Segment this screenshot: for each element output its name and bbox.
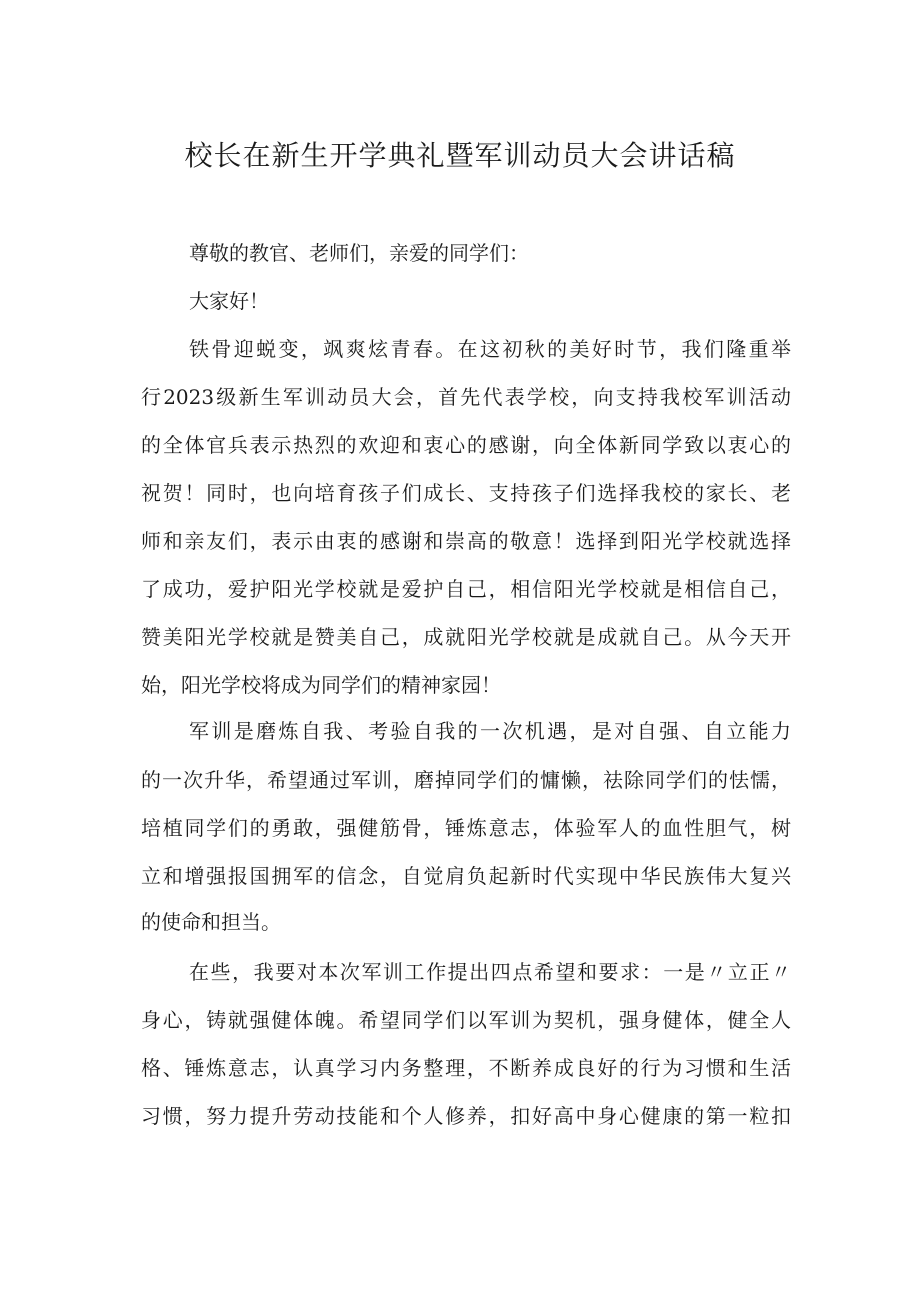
paragraph-2-line-5: 的使命和担当。 [141,910,281,934]
paragraph-1-line-3: 的全体官兵表示热烈的欢迎和衷心的感谢，向全体新同学致以衷心的 [141,433,791,457]
greeting: 大家好！ [189,289,269,313]
paragraph-2-line-1: 军训是磨炼自我、考验自我的一次机遇，是对自强、自立能力 [189,719,791,743]
salutation: 尊敬的教官、老师们，亲爱的同学们： [189,241,529,265]
paragraph-3-line-2: 身心，铸就强健体魄。希望同学们以军训为契机，强身健体，健全人 [141,1008,791,1032]
paragraph-1-line-2: 行2023级新生军训动员大会，首先代表学校，向支持我校军训活动 [141,385,791,409]
paragraph-1-line-4: 祝贺！同时，也向培育孩子们成长、支持孩子们选择我校的家长、老 [141,481,791,505]
paragraph-2-line-4: 立和增强报国拥军的信念，自觉肩负起新时代实现中华民族伟大复兴 [141,864,791,888]
paragraph-2-line-2: 的一次升华，希望通过军训，磨掉同学们的慵懒，祛除同学们的怯懦， [141,768,791,792]
paragraph-2-line-3: 培植同学们的勇敢，强健筋骨，锤炼意志，体验军人的血性胆气，树 [141,816,791,840]
paragraph-1-line-1: 铁骨迎蜕变，飒爽炫青春。在这初秋的美好时节，我们隆重举 [189,337,791,361]
paragraph-3-line-1: 在些，我要对本次军训工作提出四点希望和要求：一是〃立正〃 [189,960,791,984]
paragraph-3-line-3: 格、锤炼意志，认真学习内务整理，不断养成良好的行为习惯和生活 [141,1056,791,1080]
paragraph-3-line-4: 习惯，努力提升劳动技能和个人修养，扣好高中身心健康的第一粒扣 [141,1104,791,1128]
paragraph-1-line-6: 了成功，爱护阳光学校就是爱护自己，相信阳光学校就是相信自己， [141,577,791,601]
document-title: 校长在新生开学典礼暨军训动员大会讲话稿 [184,139,736,172]
paragraph-1-line-5: 师和亲友们，表示由衷的感谢和崇高的敬意！选择到阳光学校就选择 [141,529,791,553]
paragraph-1-line-7: 赞美阳光学校就是赞美自己，成就阳光学校就是成就自己。从今天开 [141,625,791,649]
paragraph-1-line-8: 始，阳光学校将成为同学们的精神家园！ [141,673,501,697]
